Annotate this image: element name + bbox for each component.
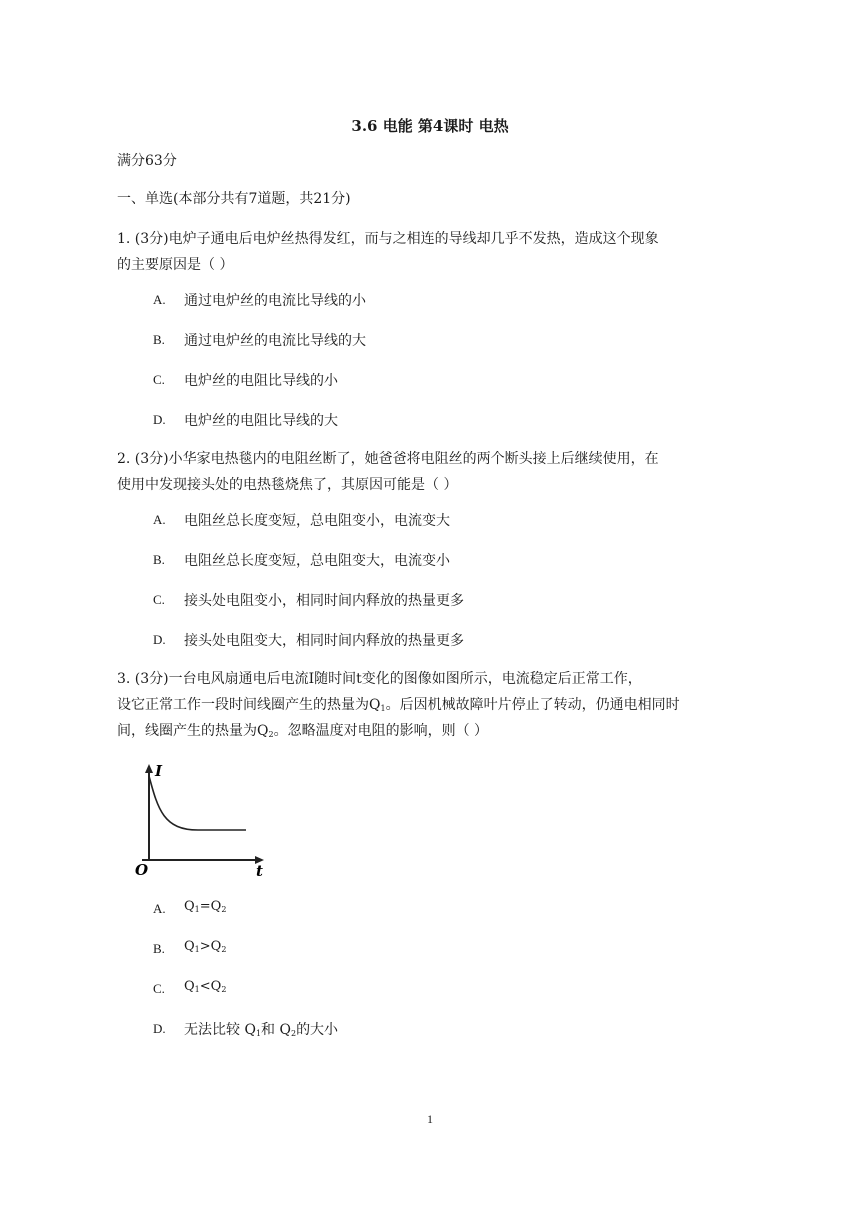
option-letter: D. [153,632,166,647]
question-3-line-2: 设它正常工作一段时间线圈产生的热量为$Q_1$。后因机械故障叶片停止了转动，仍通电相同时 [117,697,680,713]
full-score: 满分63分 [117,153,177,169]
y-axis-label: I [155,762,163,780]
option-letter: A. [153,512,166,527]
option-letter: C. [153,592,165,607]
page-number: 1 [427,1112,433,1126]
option-text: 接头处电阻变小，相同时间内释放的热量更多 [184,593,464,609]
option-letter: A. [153,292,166,307]
option-letter: B. [153,552,165,567]
option-text: 通过电炉丝的电流比导线的大 [184,333,366,349]
x-axis-label: t [256,862,263,880]
question-2-line-1: 2. (3分)小华家电热毯内的电阻丝断了，她爸爸将电阻丝的两个断头接上后继续使用，在 [117,451,659,467]
current-curve [149,776,246,830]
section-heading: 一、单选(本部分共有7道题，共21分) [117,191,351,207]
option-text: 电炉丝的电阻比导线的大 [184,413,338,429]
option-letter: D. [153,412,166,427]
question-1-line-1: 1. (3分)电炉子通电后电炉丝热得发红，而与之相连的导线却几乎不发热，造成这个现象 [117,231,659,247]
option-text: 接头处电阻变大，相同时间内释放的热量更多 [184,633,464,649]
page-title: 3.6 电能 第4课时 电热 [351,117,509,135]
option-letter: D. [153,1021,166,1036]
option-text: 电阻丝总长度变短，总电阻变大，电流变小 [184,553,450,569]
option-letter: B. [153,941,165,956]
option-text: 通过电炉丝的电流比导线的小 [184,293,366,309]
question-3-line-3: 间，线圈产生的热量为$Q_2$。忽略温度对电阻的影响，则（ ） [117,723,489,739]
origin-label: O [135,861,149,879]
option-letter: C. [153,372,165,387]
option-letter: B. [153,332,165,347]
option-text: 电炉丝的电阻比导线的小 [184,373,338,389]
option-text: $Q_1>Q_2$ [184,939,227,954]
y-axis-arrow [145,764,153,773]
option-text: $Q_1<Q_2$ [184,979,227,994]
option-text: 电阻丝总长度变短，总电阻变小，电流变大 [184,513,450,529]
question-2-line-2: 使用中发现接头处的电热毯烧焦了，其原因可能是（ ） [117,477,458,493]
question-1-line-2: 的主要原因是（ ） [117,257,234,273]
option-letter: A. [153,901,166,916]
current-time-graph [130,762,270,880]
question-3-line-1: 3. (3分)一台电风扇通电后电流I随时间t变化的图像如图所示，电流稳定后正常工作， [117,671,642,687]
option-text: $Q_1=Q_2$ [184,899,227,914]
option-letter: C. [153,981,165,996]
option-text: 无法比较 $Q_1$和 $Q_2$的大小 [184,1022,339,1038]
